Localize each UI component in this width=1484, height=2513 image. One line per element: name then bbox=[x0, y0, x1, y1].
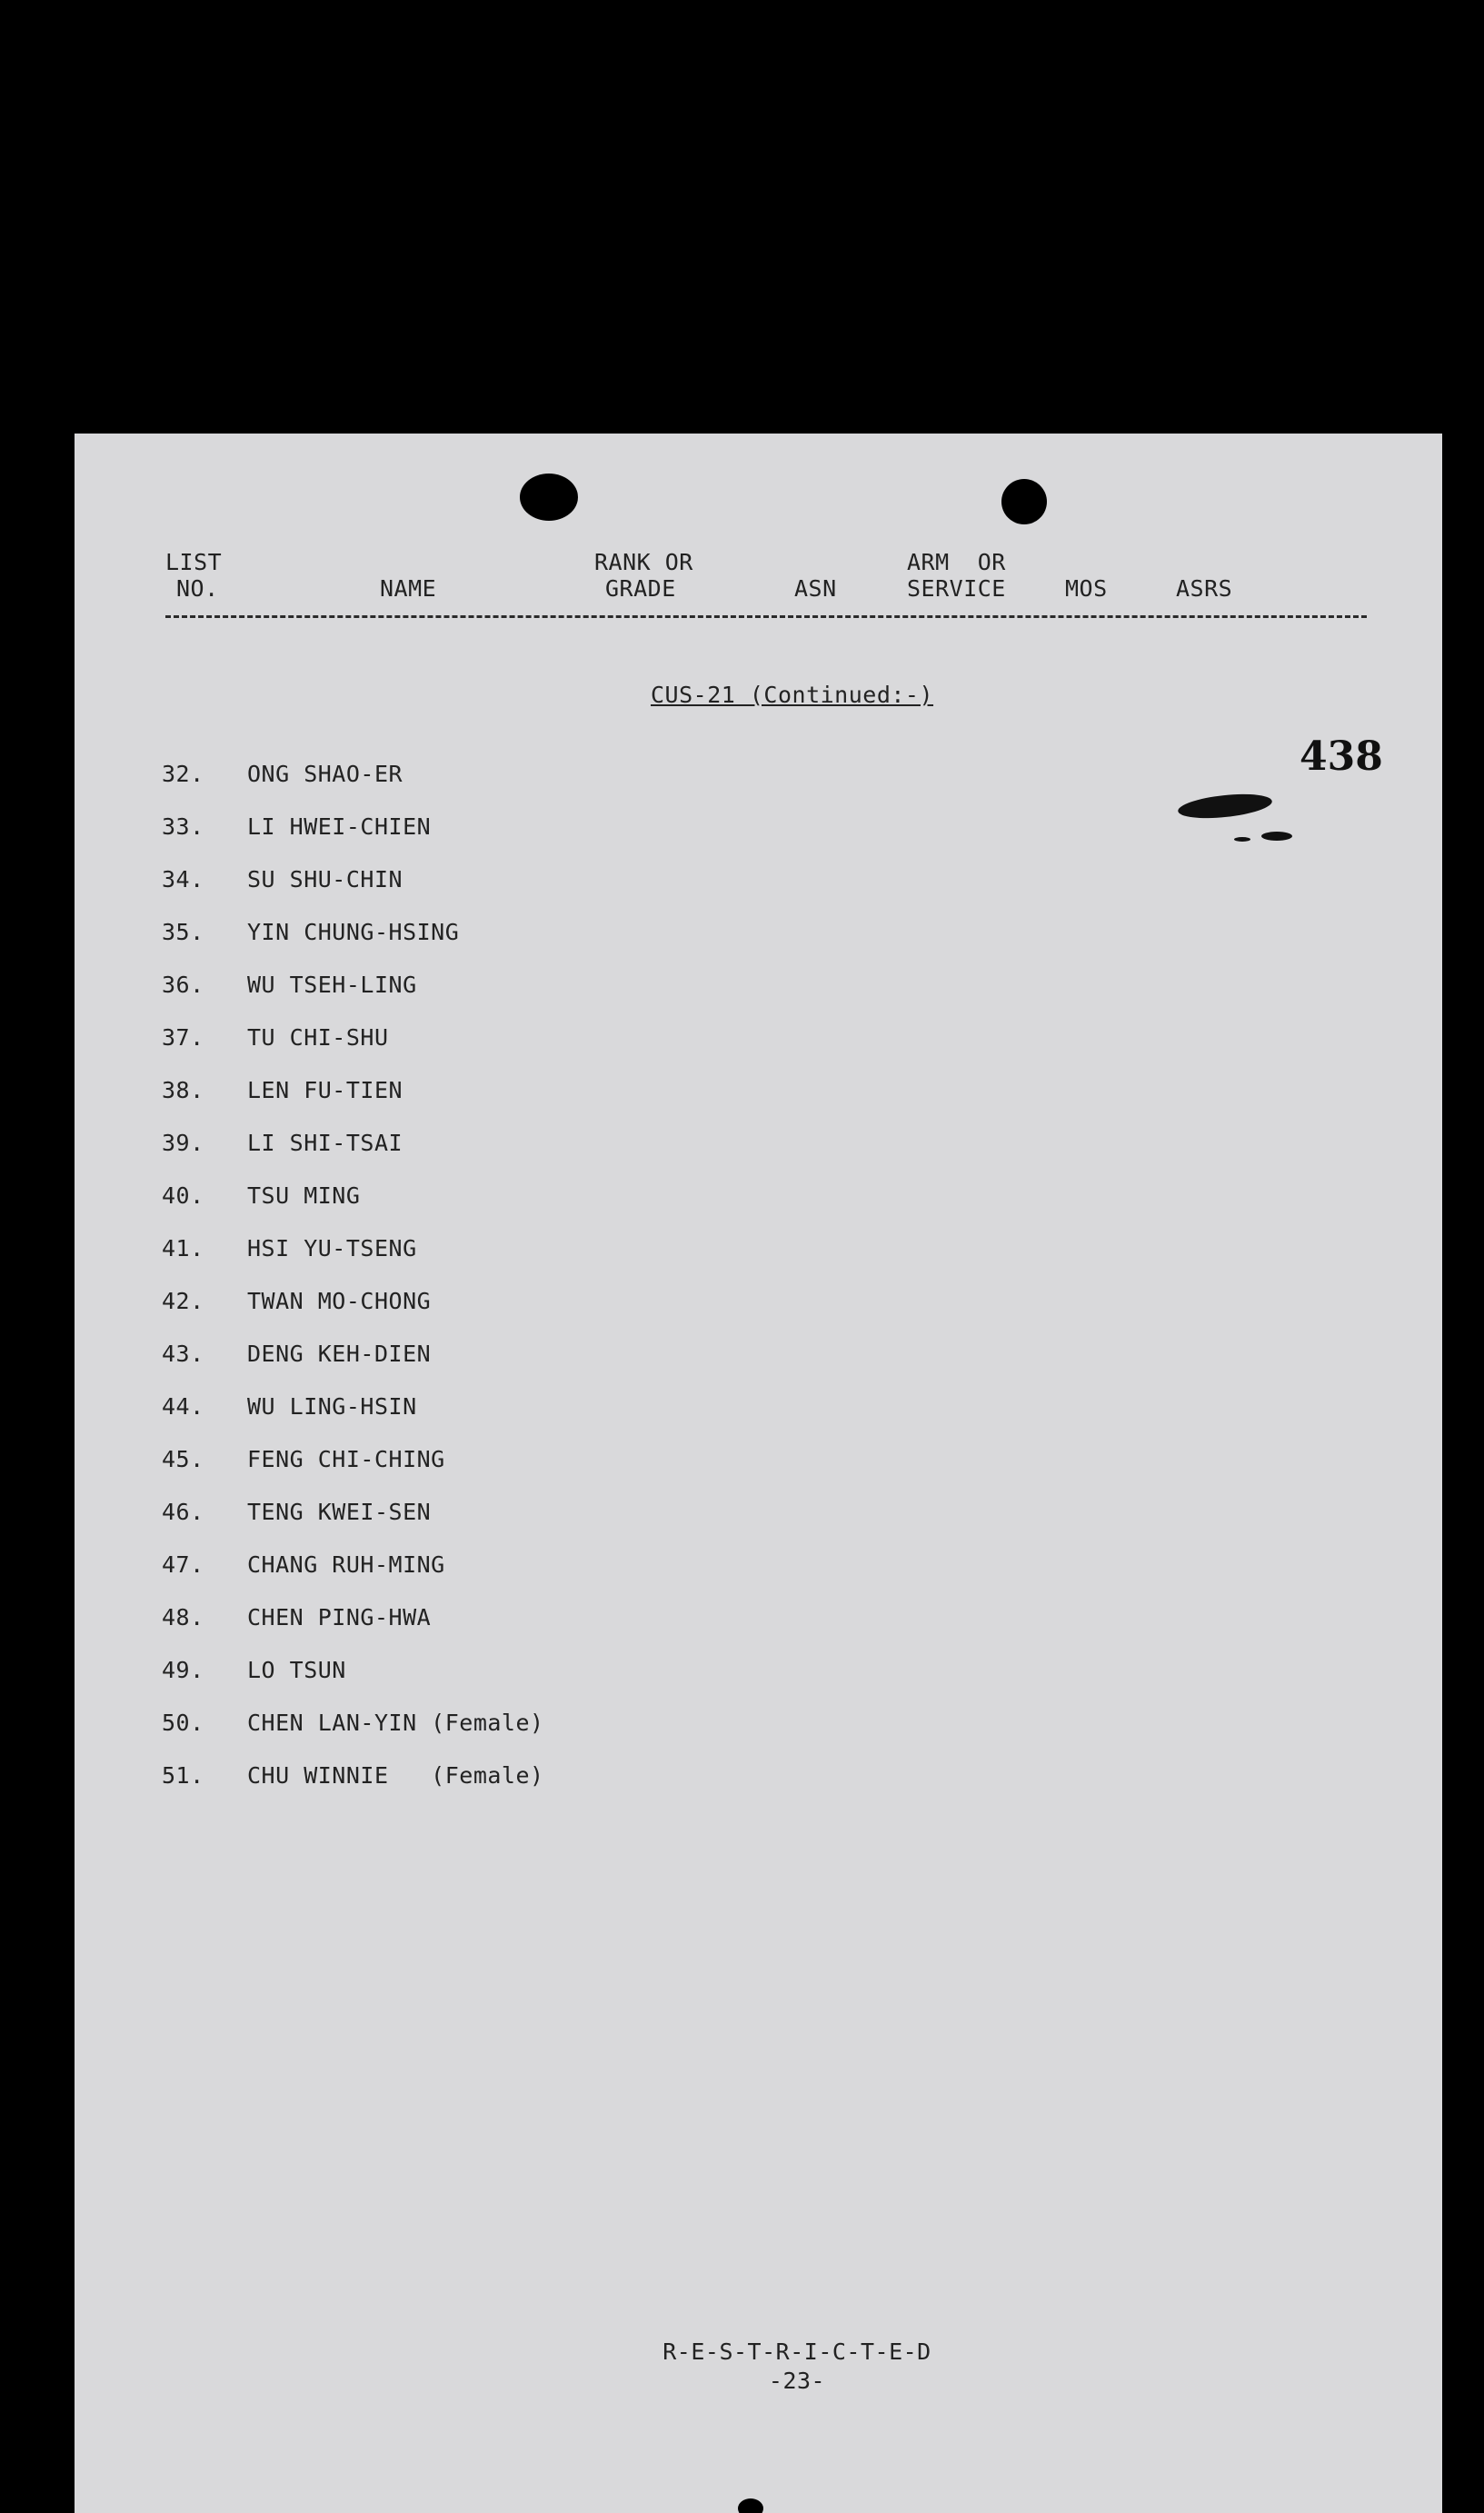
list-number: 37. bbox=[162, 1024, 204, 1051]
header-mos: MOS bbox=[1065, 575, 1108, 602]
list-number: 38. bbox=[162, 1077, 204, 1103]
list-number: 49. bbox=[162, 1657, 204, 1683]
list-number: 50. bbox=[162, 1710, 204, 1736]
list-number: 34. bbox=[162, 866, 204, 893]
header-divider bbox=[165, 615, 1367, 618]
section-subtitle: CUS-21 (Continued:-) bbox=[651, 682, 934, 708]
person-name: LO TSUN bbox=[247, 1657, 346, 1683]
header-rank-line2: GRADE bbox=[605, 575, 676, 602]
header-asrs: ASRS bbox=[1176, 575, 1233, 602]
list-number: 39. bbox=[162, 1130, 204, 1156]
punch-hole bbox=[1001, 479, 1047, 524]
person-name: TU CHI-SHU bbox=[247, 1024, 389, 1051]
list-number: 35. bbox=[162, 919, 204, 945]
list-number: 41. bbox=[162, 1235, 204, 1261]
restricted-marking: R-E-S-T-R-I-C-T-E-D bbox=[662, 2338, 931, 2365]
ink-redaction bbox=[1234, 837, 1250, 842]
list-number: 44. bbox=[162, 1393, 204, 1420]
person-name: HSI YU-TSENG bbox=[247, 1235, 417, 1261]
list-number: 42. bbox=[162, 1288, 204, 1314]
header-arm-line1: ARM OR bbox=[907, 549, 1006, 575]
person-name: ONG SHAO-ER bbox=[247, 761, 403, 787]
list-number: 45. bbox=[162, 1446, 204, 1472]
punch-hole bbox=[738, 2498, 763, 2513]
header-list-no-line2: NO. bbox=[176, 575, 219, 602]
document-page bbox=[75, 434, 1442, 2513]
person-name: TENG KWEI-SEN bbox=[247, 1499, 432, 1525]
ink-redaction bbox=[1261, 832, 1292, 841]
header-rank-line1: RANK OR bbox=[594, 549, 693, 575]
header-list-no-line1: LIST bbox=[165, 549, 223, 575]
person-name: FENG CHI-CHING bbox=[247, 1446, 445, 1472]
person-name: DENG KEH-DIEN bbox=[247, 1341, 432, 1367]
header-name: NAME bbox=[380, 575, 437, 602]
page-stamp-number: 438 bbox=[1300, 733, 1383, 780]
person-name: SU SHU-CHIN bbox=[247, 866, 403, 893]
person-name: LEN FU-TIEN bbox=[247, 1077, 403, 1103]
ink-redaction bbox=[1177, 791, 1273, 823]
person-name: CHU WINNIE (Female) bbox=[247, 1762, 544, 1789]
list-number: 43. bbox=[162, 1341, 204, 1367]
list-number: 32. bbox=[162, 761, 204, 787]
person-name: CHEN LAN-YIN (Female) bbox=[247, 1710, 544, 1736]
list-number: 33. bbox=[162, 813, 204, 840]
list-number: 40. bbox=[162, 1182, 204, 1209]
person-name: LI SHI-TSAI bbox=[247, 1130, 403, 1156]
person-name: WU TSEH-LING bbox=[247, 972, 417, 998]
list-number: 51. bbox=[162, 1762, 204, 1789]
person-name: WU LING-HSIN bbox=[247, 1393, 417, 1420]
person-name: TWAN MO-CHONG bbox=[247, 1288, 432, 1314]
punch-hole bbox=[520, 474, 578, 521]
page-number: -23- bbox=[768, 2368, 826, 2394]
person-name: YIN CHUNG-HSING bbox=[247, 919, 460, 945]
list-number: 46. bbox=[162, 1499, 204, 1525]
list-number: 47. bbox=[162, 1551, 204, 1578]
list-number: 48. bbox=[162, 1604, 204, 1630]
list-number: 36. bbox=[162, 972, 204, 998]
person-name: CHEN PING-HWA bbox=[247, 1604, 432, 1630]
person-name: TSU MING bbox=[247, 1182, 361, 1209]
header-asn: ASN bbox=[794, 575, 837, 602]
person-name: LI HWEI-CHIEN bbox=[247, 813, 432, 840]
header-arm-line2: SERVICE bbox=[907, 575, 1006, 602]
person-name: CHANG RUH-MING bbox=[247, 1551, 445, 1578]
